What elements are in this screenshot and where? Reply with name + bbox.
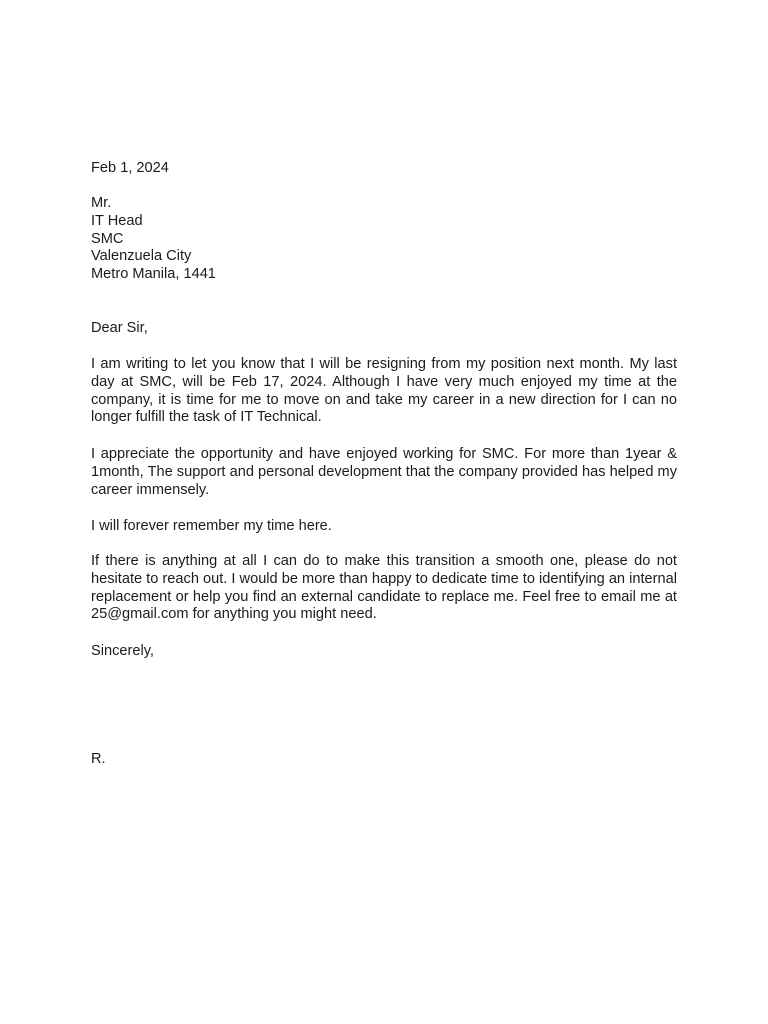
closing: Sincerely, <box>91 643 154 659</box>
recipient-company: SMC <box>91 230 124 247</box>
recipient-region: Metro Manila, 1441 <box>91 266 216 283</box>
recipient-address <box>91 195 677 284</box>
recipient-title: Mr. <box>91 195 112 211</box>
recipient-position: IT Head <box>91 212 143 229</box>
salutation: Dear Sir, <box>91 320 148 336</box>
body-paragraph-4: If there is anything at all I can do to make this transition a smooth one, please do not hesitate to reach out. I would be more than happy to dedicate time to identifying an internal replacement or help you find an external candidate to replace me. Feel free to email me at 25@gmail.com for anything you might need. <box>91 553 677 623</box>
body-paragraph-1: I am writing to let you know that I will be resigning from my position next month. My last day at SMC, will be Feb 17, 2024. Although I have very much enjoyed my time at the company, it is time for me to move on and take my career in a new direction for I can no longer fulfill the task of IT Technical. <box>91 356 677 426</box>
body-paragraph-2: I appreciate the opportunity and have enjoyed working for SMC. For more than 1year & 1month, The support and personal development that the company provided has helped my career immensely. <box>91 446 677 498</box>
signature-name: R. <box>91 751 106 767</box>
body-paragraph-3: I will forever remember my time here. <box>91 518 332 534</box>
letter-date: Feb 1, 2024 <box>91 160 169 176</box>
recipient-city: Valenzuela City <box>91 248 192 265</box>
